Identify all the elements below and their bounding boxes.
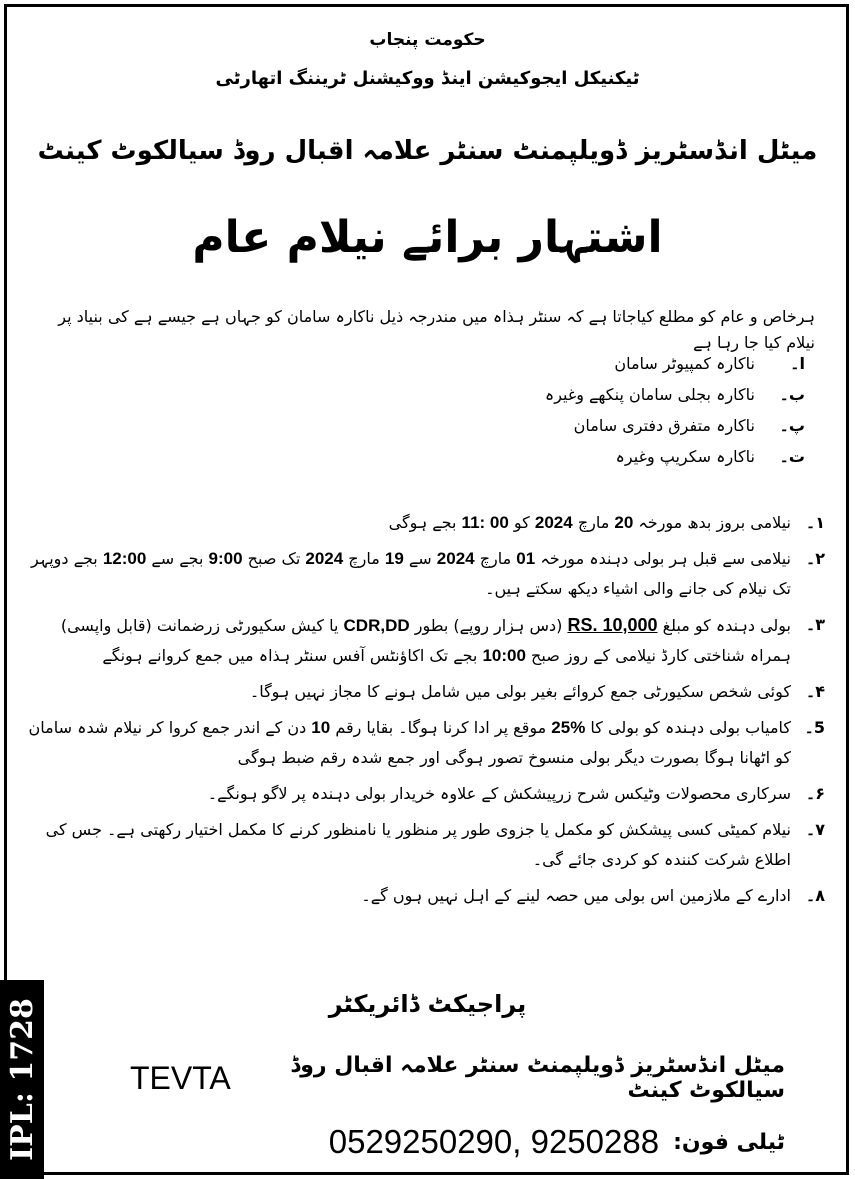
item-letter: ت۔ xyxy=(779,447,805,466)
auction-year: 2024 xyxy=(534,513,573,532)
organization-line xyxy=(130,1053,785,1103)
term-fragment: بجے دوپہر تک نیلام کی جانے والی اشیاء دیکھ سکتے ہیں۔ xyxy=(31,549,791,598)
term-fragment: یا کیش سکیورٹی زرضمانت (قابل واپسی) ہمراہ شناختی کارڈ نیلامی کے روز صبح xyxy=(60,616,791,665)
item-text: ناکارہ سکریپ وغیرہ xyxy=(615,447,755,466)
item-letter: ا۔ xyxy=(790,354,805,373)
term-2 xyxy=(25,544,825,604)
list-item xyxy=(405,379,805,410)
authority-heading: ٹیکنیکل ایجوکیشن اینڈ ووکیشنل ٹریننگ اتھارٹی xyxy=(215,68,640,89)
ipl-code: IPL: 1728 xyxy=(4,998,40,1161)
auction-day: 20 xyxy=(614,513,634,532)
term-fragment: مارچ xyxy=(479,549,512,568)
inspection-start-time: 9:00 xyxy=(208,549,243,568)
payment-percentage: 25% xyxy=(551,718,586,737)
items-list xyxy=(405,348,805,472)
term-4 xyxy=(25,677,825,707)
term-text: کوئی شخص سکیورٹی جمع کروائے بغیر بولی میں شامل ہونے کا مجاز نہیں ہوگا۔ xyxy=(249,682,791,701)
term-text: ادارے کے ملازمین اس بولی میں حصہ لینے کے اہل نہیں ہوں گے۔ xyxy=(361,886,791,905)
item-text: ناکارہ کمپیوٹر سامان xyxy=(614,354,755,373)
organization-name: میٹل انڈسٹریز ڈویلپمنٹ سنٹر علامہ اقبال روڈ سیالکوٹ کینٹ xyxy=(290,1053,785,1103)
term-number: ۶۔ xyxy=(805,784,825,803)
term-fragment: بجے تک اکاؤنٹس آفس سنٹر ہذاہ میں جمع کروانے ہونگے xyxy=(102,646,478,665)
term-fragment: نیلامی بروز بدھ مورخہ xyxy=(638,513,791,532)
phone-line xyxy=(230,1118,785,1166)
term-number: ۸۔ xyxy=(805,886,825,905)
term-fragment: سے xyxy=(408,549,432,568)
tevta-label: TEVTA xyxy=(130,1059,231,1096)
government-heading: حکومت پنجاب xyxy=(369,30,486,50)
inspection-end-day: 19 xyxy=(384,549,404,568)
item-text: ناکارہ متفرق دفتری سامان xyxy=(573,416,755,435)
term-7 xyxy=(25,815,825,875)
term-text: سرکاری محصولات وٹیکس شرح زرپیشکش کے علاوہ خریدار بولی دہندہ پر لاگو ہونگے۔ xyxy=(207,784,791,803)
item-letter: پ۔ xyxy=(779,416,805,435)
signatory-title: پراجیکٹ ڈائریکٹر xyxy=(328,990,527,1018)
term-6 xyxy=(25,779,825,809)
term-fragment: (دس ہزار روپے) بطور xyxy=(414,616,563,635)
term-fragment: بولی دہندہ کو مبلغ xyxy=(662,616,791,635)
inspection-start-day: 01 xyxy=(516,549,536,568)
term-8 xyxy=(25,881,825,911)
phone-numbers: 0529250290, 9250288 xyxy=(328,1123,660,1160)
term-fragment: موقع پر ادا کرنا ہوگا۔ بقایا رقم xyxy=(335,718,547,737)
term-text: نیلام کمیٹی کسی پیشکش کو مکمل یا جزوی طور پر منظور یا نامنظور کرنے کا مکمل اختیار رکھتی ہے۔ جس کی اطلاع شرکت کنندہ کو کردی جائے گی۔ xyxy=(45,820,791,869)
term-text xyxy=(25,610,791,671)
list-item xyxy=(405,441,805,472)
term-fragment: مارچ xyxy=(577,513,610,532)
deposit-deadline-time: 10:00 xyxy=(482,646,526,665)
center-heading: میٹل انڈسٹریز ڈویلپمنٹ سنٹر علامہ اقبال روڈ سیالکوٹ کینٹ xyxy=(37,136,818,166)
term-fragment: بجے ہوگی xyxy=(388,513,457,532)
term-fragment: بجے سے xyxy=(151,549,204,568)
auction-time: 11: 00 xyxy=(461,513,509,532)
list-item xyxy=(405,348,805,379)
phone-label: ٹیلی فون: xyxy=(673,1129,785,1155)
term-1 xyxy=(25,508,825,538)
term-number: ۲۔ xyxy=(805,549,825,568)
term-number: 5۔ xyxy=(804,718,825,737)
term-number: ۱۔ xyxy=(805,513,825,532)
term-text xyxy=(25,713,791,773)
intro-paragraph: ہرخاص و عام کو مطلع کیاجاتا ہے کہ سنٹر ہذاہ میں مندرجہ ذیل ناکارہ سامان کو جہاں ہے جیسے ہے کی بنیاد پر نیلام کیا جا رہا ہے xyxy=(58,307,815,352)
security-amount: RS. 10,000 xyxy=(567,615,658,635)
term-fragment: تک صبح xyxy=(247,549,301,568)
term-text xyxy=(25,508,791,538)
page-title: اشتہار برائے نیلام عام xyxy=(192,212,663,263)
pickup-days: 10 xyxy=(311,718,331,737)
item-text: ناکارہ بجلی سامان پنکھے وغیرہ xyxy=(544,385,755,404)
terms-list xyxy=(25,508,825,917)
inspection-start-year: 2024 xyxy=(436,549,475,568)
term-fragment: کامیاب بولی دہندہ کو بولی کا xyxy=(590,718,791,737)
term-number: ۴۔ xyxy=(805,682,825,701)
item-letter: ب۔ xyxy=(779,385,805,404)
term-fragment: کو xyxy=(513,513,530,532)
payment-instrument: CDR,DD xyxy=(343,616,410,635)
inspection-end-year: 2024 xyxy=(305,549,344,568)
term-fragment: مارچ xyxy=(348,549,380,568)
list-item xyxy=(405,410,805,441)
term-text xyxy=(25,544,791,604)
inspection-end-time: 12:00 xyxy=(102,549,147,568)
term-5 xyxy=(25,713,825,773)
term-fragment: دن کے اندر جمع کروا کر نیلام شدہ سامان کو اٹھانا ہوگا بصورت دیگر بولی منسوخ تصور ہوگی اور جمع شدہ رقم ضبط ہوگی xyxy=(28,718,791,767)
term-number: ۳۔ xyxy=(805,615,825,634)
term-fragment: نیلامی سے قبل ہر بولی دہندہ مورخہ xyxy=(540,549,791,568)
term-number: ۷۔ xyxy=(805,820,825,839)
term-3 xyxy=(25,610,825,671)
